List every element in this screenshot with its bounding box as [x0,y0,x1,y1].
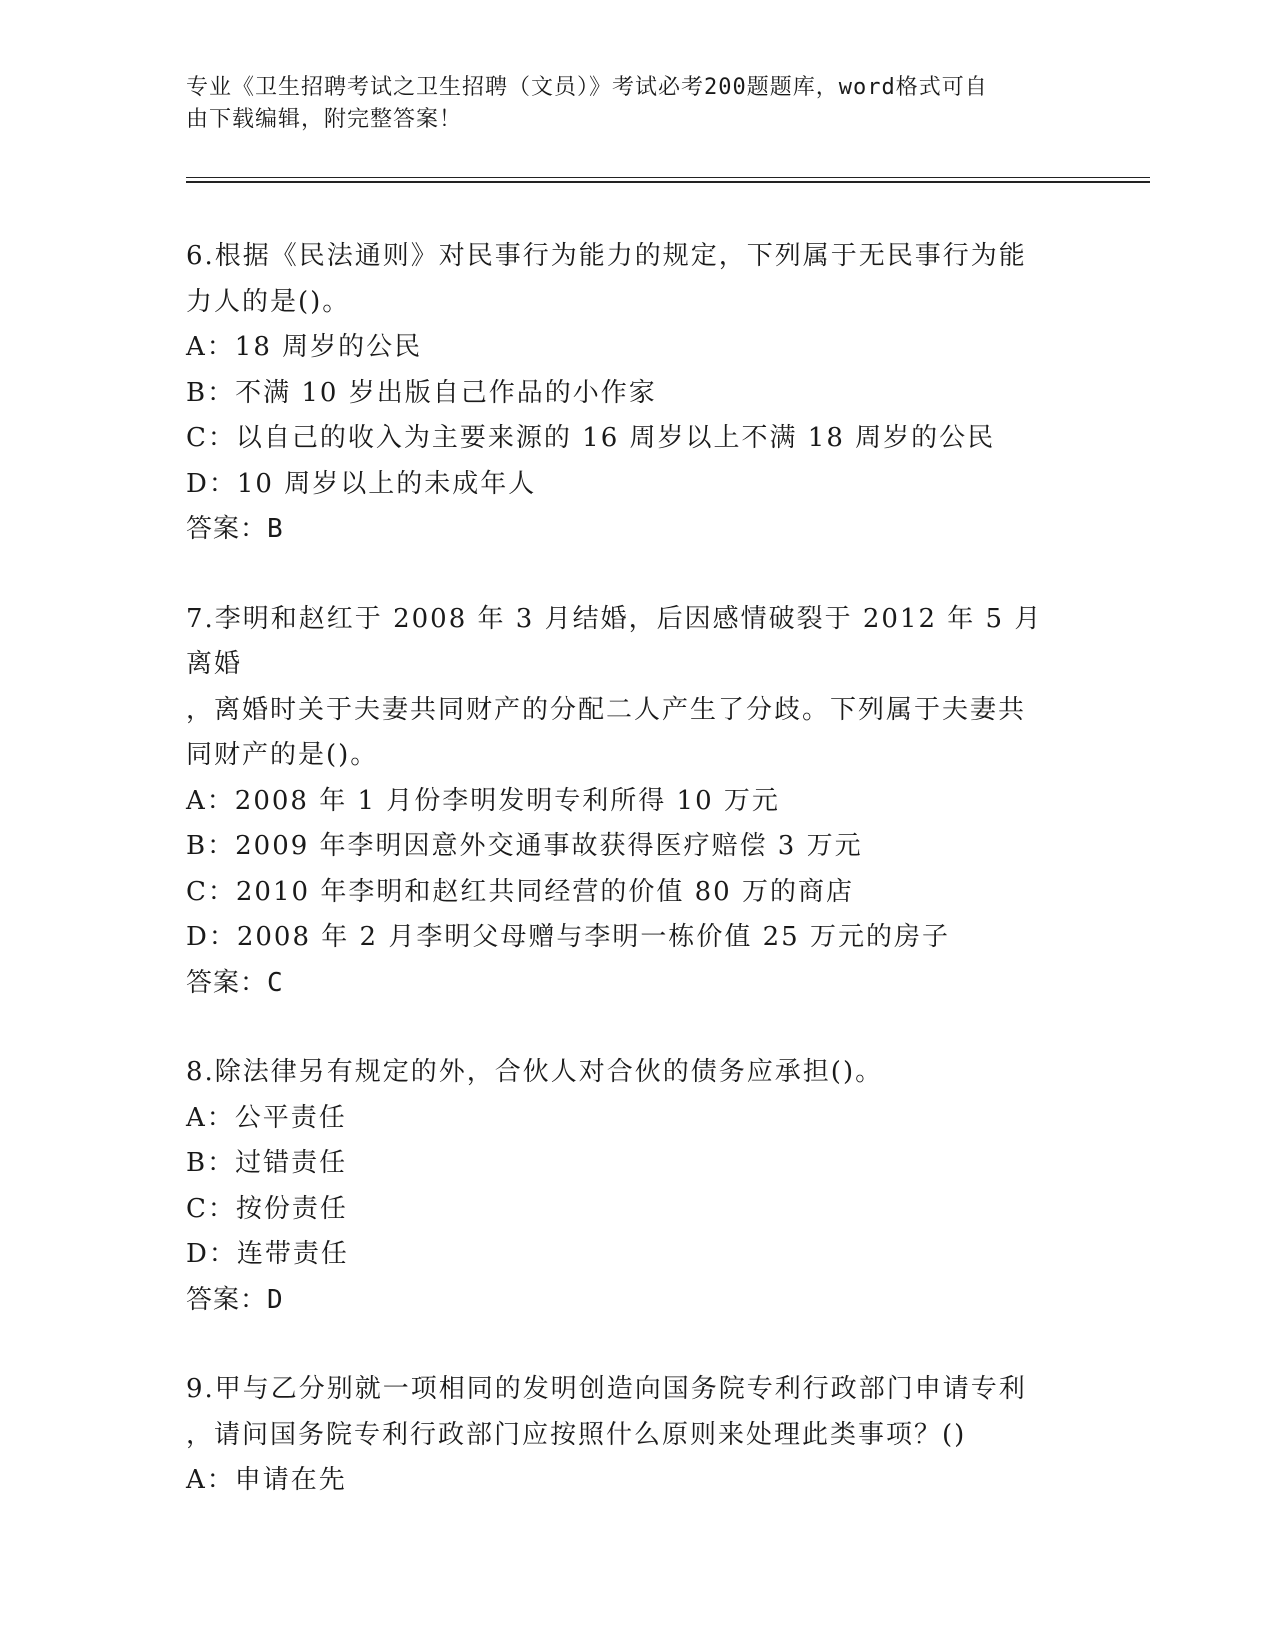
option-b: B：不满 10 岁出版自己作品的小作家 [186,377,657,408]
option-d: D：连带责任 [186,1239,349,1269]
question-block [186,597,1066,1007]
question-stem: 8.除法律另有规定的外，合伙人对合伙的债务应承担()。 [186,1057,884,1087]
answer-line: 答案：B [186,514,284,544]
option-a: A：申请在先 [186,1465,347,1495]
option-b: B：过错责任 [186,1148,348,1178]
option-c: C：以自己的收入为主要来源的 16 周岁以上不满 18 周岁的公民 [186,423,996,453]
question-block [186,234,1066,553]
header-line: 由下载编辑，附完整答案！ [186,107,463,132]
question-stem: ，请问国务院专利行政部门应按照什么原则来处理此类事项？() [186,1419,967,1450]
question-list [186,234,1066,1504]
header-line: 专业《卫生招聘考试之卫生招聘（文员）》考试必考200题题库，word格式可自 [186,75,988,100]
option-c: C：2010 年李明和赵红共同经营的价值 80 万的商店 [186,876,854,907]
question-block [186,1367,1066,1504]
question-stem: 9.甲与乙分别就一项相同的发明创造向国务院专利行政部门申请专利 [186,1374,1027,1404]
question-stem: ，离婚时关于夫妻共同财产的分配二人产生了分歧。下列属于夫妻共 [186,694,1027,725]
question-stem: 7.李明和赵红于 2008 年 3 月结婚，后因感情破裂于 2012 年 5 月离婚 [186,603,1043,679]
question-stem: 6.根据《民法通则》对民事行为能力的规定，下列属于无民事行为能 [186,241,1027,271]
answer-line: 答案：C [186,967,284,998]
option-a: A：2008 年 1 月份李明发明专利所得 10 万元 [186,785,780,816]
header-divider [186,177,1150,178]
header-divider [186,181,1150,183]
option-d: D：2008 年 2 月李明父母赠与李明一栋价值 25 万元的房子 [186,922,950,952]
question-stem: 同财产的是()。 [186,740,379,770]
answer-line: 答案：D [186,1284,284,1315]
question-stem: 力人的是()。 [186,286,351,317]
question-block [186,1050,1066,1323]
option-c: C：按份责任 [186,1193,348,1224]
option-a: A：公平责任 [186,1102,347,1133]
option-d: D：10 周岁以上的未成年人 [186,468,537,499]
option-a: A：18 周岁的公民 [186,332,423,362]
document-header [186,72,1066,136]
option-b: B：2009 年李明因意外交通事故获得医疗赔偿 3 万元 [186,831,863,861]
